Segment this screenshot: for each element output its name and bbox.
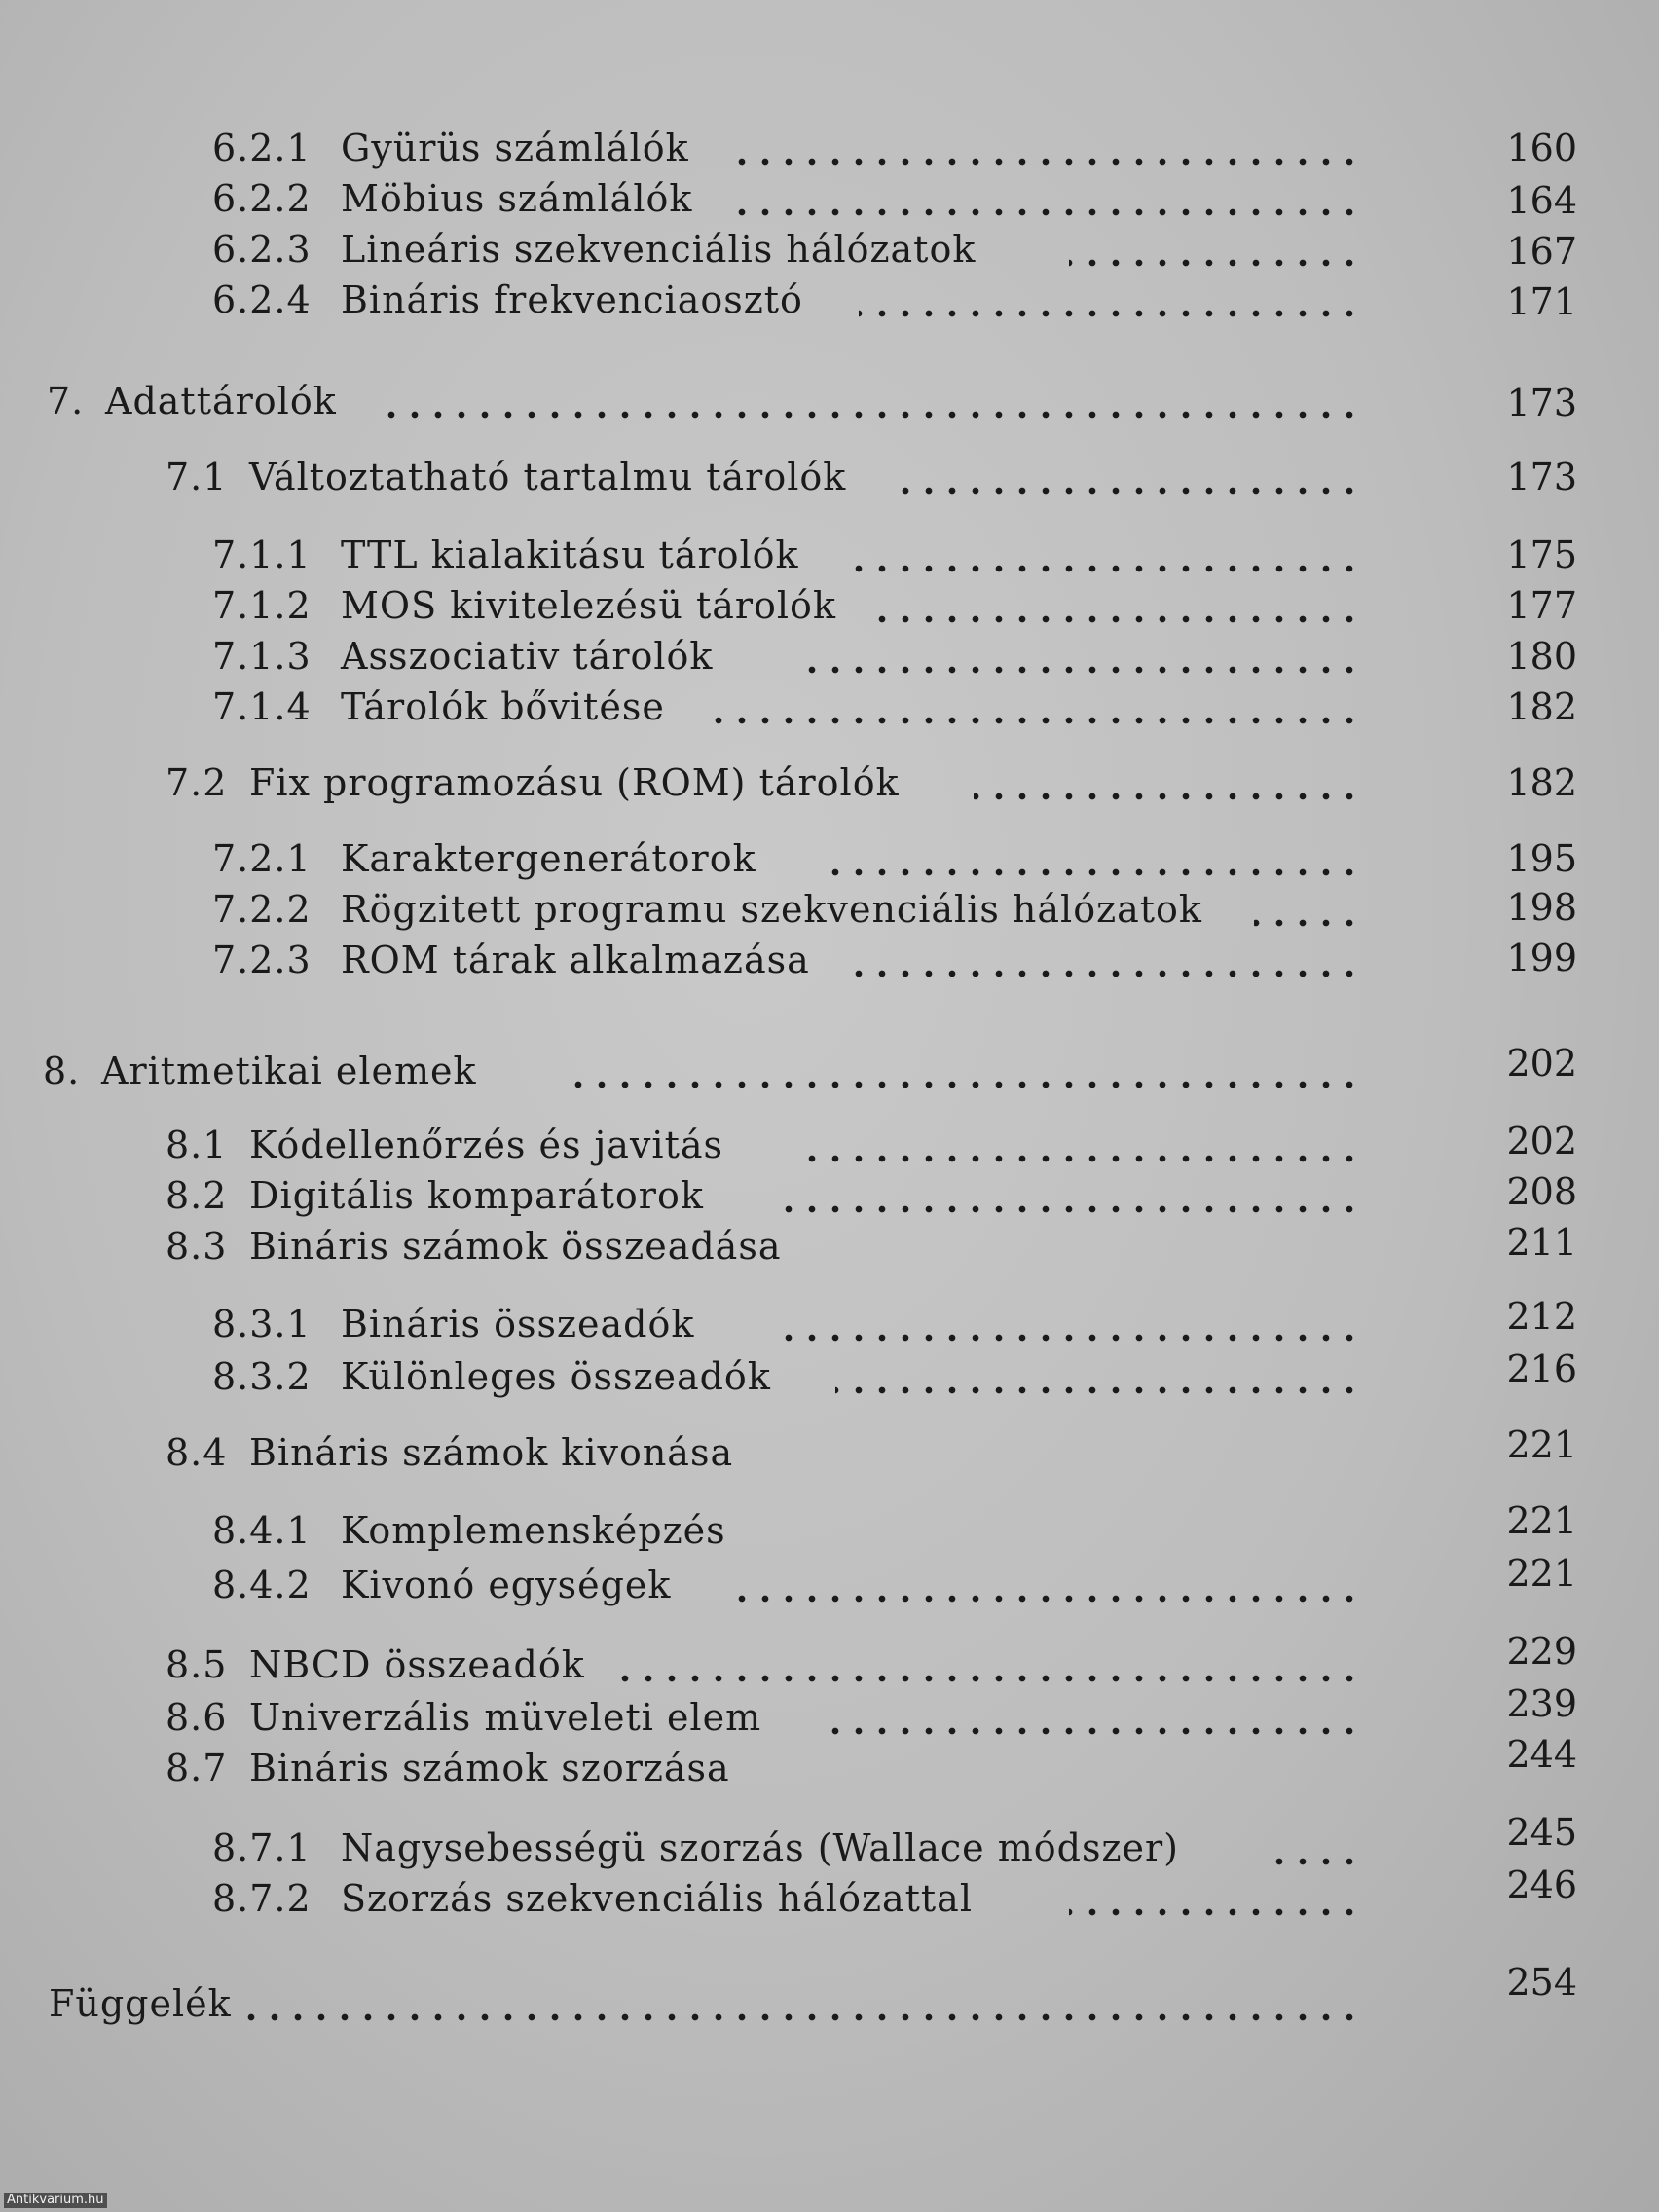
toc-entry: [212, 1505, 1361, 1556]
dot-leader: [613, 1640, 1361, 1690]
toc-entry-page: 160: [1506, 127, 1577, 169]
toc-entry-title: NBCD összeadók: [249, 1643, 585, 1686]
dot-leader: [796, 631, 1361, 682]
toc-entry-title: Karaktergenerátorok: [341, 837, 756, 880]
toc-entry: [212, 173, 1361, 224]
toc-entry-number: 8.2: [166, 1174, 228, 1217]
toc-entry: [212, 631, 1361, 682]
toc-entry: [212, 1823, 1361, 1873]
toc-section: [166, 757, 1361, 808]
toc-section: [166, 1692, 1361, 1743]
toc-entry-title: Asszociativ tárolók: [341, 635, 714, 678]
toc-entry-number: 8.4.2: [212, 1564, 312, 1606]
toc-entry-page: 182: [1506, 685, 1577, 728]
toc-entry-number: 8.6: [166, 1696, 228, 1739]
dot-leader: [816, 833, 1361, 884]
toc-entry-title: Aritmetikai elemek: [101, 1050, 477, 1092]
toc-entry-page: 177: [1506, 584, 1577, 627]
toc-entry-page: 175: [1506, 534, 1577, 576]
dot-leader: [798, 1120, 1361, 1170]
dot-leader: [835, 1351, 1361, 1402]
dot-leader: [559, 1046, 1361, 1096]
toc-entry-title: Kivonó egységek: [341, 1564, 672, 1606]
toc-entry: [212, 1351, 1361, 1402]
toc-entry-page: 173: [1506, 382, 1577, 424]
toc-entry-page: 182: [1506, 761, 1577, 804]
toc-entry-page: 198: [1506, 886, 1577, 929]
toc-entry-page: 229: [1506, 1630, 1577, 1673]
toc-entry-number: 8.3.2: [212, 1355, 312, 1398]
toc-entry-number: 8.4: [166, 1431, 228, 1474]
dot-leader: [828, 1692, 1361, 1743]
toc-entry-page: 195: [1506, 837, 1577, 880]
toc-entry-page: 202: [1506, 1120, 1577, 1162]
toc-entry-title: Bináris számok kivonása: [249, 1431, 734, 1474]
toc-entry-title: Adattárolók: [105, 380, 337, 423]
toc-entry-number: 8.: [43, 1050, 81, 1092]
toc-section: [166, 1170, 1361, 1221]
toc-entry-page: 180: [1506, 635, 1577, 678]
toc-entry-number: 6.2.2: [212, 177, 312, 220]
toc-chapter: [47, 376, 1361, 426]
dot-leader: [874, 580, 1361, 631]
toc-entry-title: Nagysebességü szorzás (Wallace módszer): [341, 1826, 1179, 1869]
toc-entry: [212, 123, 1361, 173]
dot-leader: [855, 530, 1361, 580]
toc-entry-number: 8.3.1: [212, 1303, 312, 1346]
toc-entry-title: MOS kivitelezésü tárolók: [341, 584, 836, 627]
watermark-credit: Antikvarium.hu: [4, 2193, 107, 2208]
toc-entry-title: Digitális komparátorok: [249, 1174, 704, 1217]
toc-entry-title: Bináris számok összeadása: [249, 1225, 782, 1268]
toc-appendix: [49, 1978, 1361, 2029]
toc-entry-title: Különleges összeadók: [341, 1355, 771, 1398]
toc-entry-number: 7.2: [166, 761, 228, 804]
toc-entry-title: Bináris frekvenciaosztó: [341, 278, 803, 321]
toc-entry-title: Bináris összeadók: [341, 1303, 695, 1346]
dot-leader: [886, 452, 1361, 502]
toc-entry: [212, 884, 1361, 935]
toc-entry-number: 8.7: [166, 1747, 228, 1789]
dot-leader: [709, 682, 1361, 732]
toc-entry-page: 246: [1506, 1863, 1577, 1906]
toc-entry-number: 7.1.3: [212, 635, 312, 678]
dot-leader: [240, 1978, 1361, 2029]
dot-leader: [738, 123, 1361, 173]
toc-entry-title: Univerzális müveleti elem: [249, 1696, 762, 1739]
toc-entry-title: Tárolók bővitése: [341, 685, 665, 728]
dot-leader: [378, 376, 1361, 426]
toc-entry-title: Függelék: [49, 1982, 232, 2025]
toc-entry-title: Változtatható tartalmu tárolók: [249, 456, 847, 498]
toc-entry-number: 8.7.1: [212, 1826, 312, 1869]
toc-entry-page: 211: [1506, 1221, 1577, 1264]
toc-section: [166, 1743, 1361, 1793]
toc-entry-title: Fix programozásu (ROM) tárolók: [249, 761, 900, 804]
toc-entry-number: 7.1.2: [212, 584, 312, 627]
toc-entry-number: 7.: [47, 380, 85, 423]
dot-leader: [859, 275, 1361, 325]
toc-entry-page: 199: [1506, 937, 1577, 979]
toc-chapter: [43, 1046, 1361, 1096]
toc-entry-page: 221: [1506, 1499, 1577, 1542]
toc-entry: [212, 682, 1361, 732]
dot-leader: [1264, 1823, 1361, 1873]
toc-entry-page: 171: [1506, 280, 1577, 323]
toc-section: [166, 1427, 1361, 1478]
toc-entry-page: 167: [1506, 230, 1577, 273]
toc-entry: [212, 1299, 1361, 1349]
dot-leader: [1069, 224, 1361, 275]
dot-leader: [855, 935, 1361, 985]
toc-entry-title: TTL kialakitásu tárolók: [341, 534, 799, 576]
toc-entry-title: Möbius számlálók: [341, 177, 693, 220]
dot-leader: [769, 1170, 1361, 1221]
toc-entry: [212, 275, 1361, 325]
toc-section: [166, 1640, 1361, 1690]
toc-entry: [212, 935, 1361, 985]
toc-entry-title: Gyürüs számlálók: [341, 127, 689, 169]
toc-entry-title: ROM tárak alkalmazása: [341, 939, 810, 981]
toc-entry-page: 244: [1506, 1733, 1577, 1776]
dot-leader: [1254, 884, 1361, 935]
toc-entry-number: 7.1.1: [212, 534, 312, 576]
toc-entry-number: 8.7.2: [212, 1877, 312, 1920]
toc-entry-title: Komplemensképzés: [341, 1509, 726, 1552]
toc-entry-page: 202: [1506, 1042, 1577, 1085]
toc-entry-number: 8.5: [166, 1643, 228, 1686]
toc-entry-number: 6.2.3: [212, 228, 312, 271]
toc-entry-number: 6.2.4: [212, 278, 312, 321]
toc-entry-page: 245: [1506, 1811, 1577, 1854]
toc-section: [166, 452, 1361, 502]
toc-entry-number: 7.2.3: [212, 939, 312, 981]
toc-entry-page: 208: [1506, 1170, 1577, 1213]
toc-entry-title: Lineáris szekvenciális hálózatok: [341, 228, 977, 271]
toc-entry-title: Rögzitett programu szekvenciális hálózatok: [341, 888, 1202, 931]
toc-entry: [212, 224, 1361, 275]
toc-entry-title: Bináris számok szorzása: [249, 1747, 730, 1789]
dot-leader: [777, 1299, 1361, 1349]
toc-entry: [212, 833, 1361, 884]
toc-section: [166, 1120, 1361, 1170]
toc-entry-number: 7.1.4: [212, 685, 312, 728]
toc-entry-number: 8.1: [166, 1124, 228, 1166]
toc-entry-page: 239: [1506, 1682, 1577, 1725]
toc-entry-number: 8.4.1: [212, 1509, 312, 1552]
toc-entry: [212, 530, 1361, 580]
toc-entry-title: Szorzás szekvenciális hálózattal: [341, 1877, 973, 1920]
toc-entry-number: 7.2.1: [212, 837, 312, 880]
toc-entry: [212, 1873, 1361, 1924]
toc-entry: [212, 580, 1361, 631]
toc-entry-number: 7.2.2: [212, 888, 312, 931]
toc-entry-page: 221: [1506, 1423, 1577, 1466]
toc-entry-number: 8.3: [166, 1225, 228, 1268]
dot-leader: [738, 173, 1361, 224]
toc-entry-page: 164: [1506, 179, 1577, 222]
toc-entry-number: 7.1: [166, 456, 228, 498]
toc-entry-page: 254: [1506, 1961, 1577, 2004]
dot-leader: [974, 757, 1361, 808]
toc-entry-page: 216: [1506, 1347, 1577, 1390]
dot-leader: [738, 1560, 1361, 1610]
toc-entry: [212, 1560, 1361, 1610]
toc-entry-number: 6.2.1: [212, 127, 312, 169]
toc-section: [166, 1221, 1361, 1272]
dot-leader: [1069, 1873, 1361, 1924]
toc-entry-page: 212: [1506, 1295, 1577, 1338]
toc-entry-page: 173: [1506, 456, 1577, 498]
toc-entry-title: Kódellenőrzés és javitás: [249, 1124, 724, 1166]
toc-entry-page: 221: [1506, 1552, 1577, 1595]
